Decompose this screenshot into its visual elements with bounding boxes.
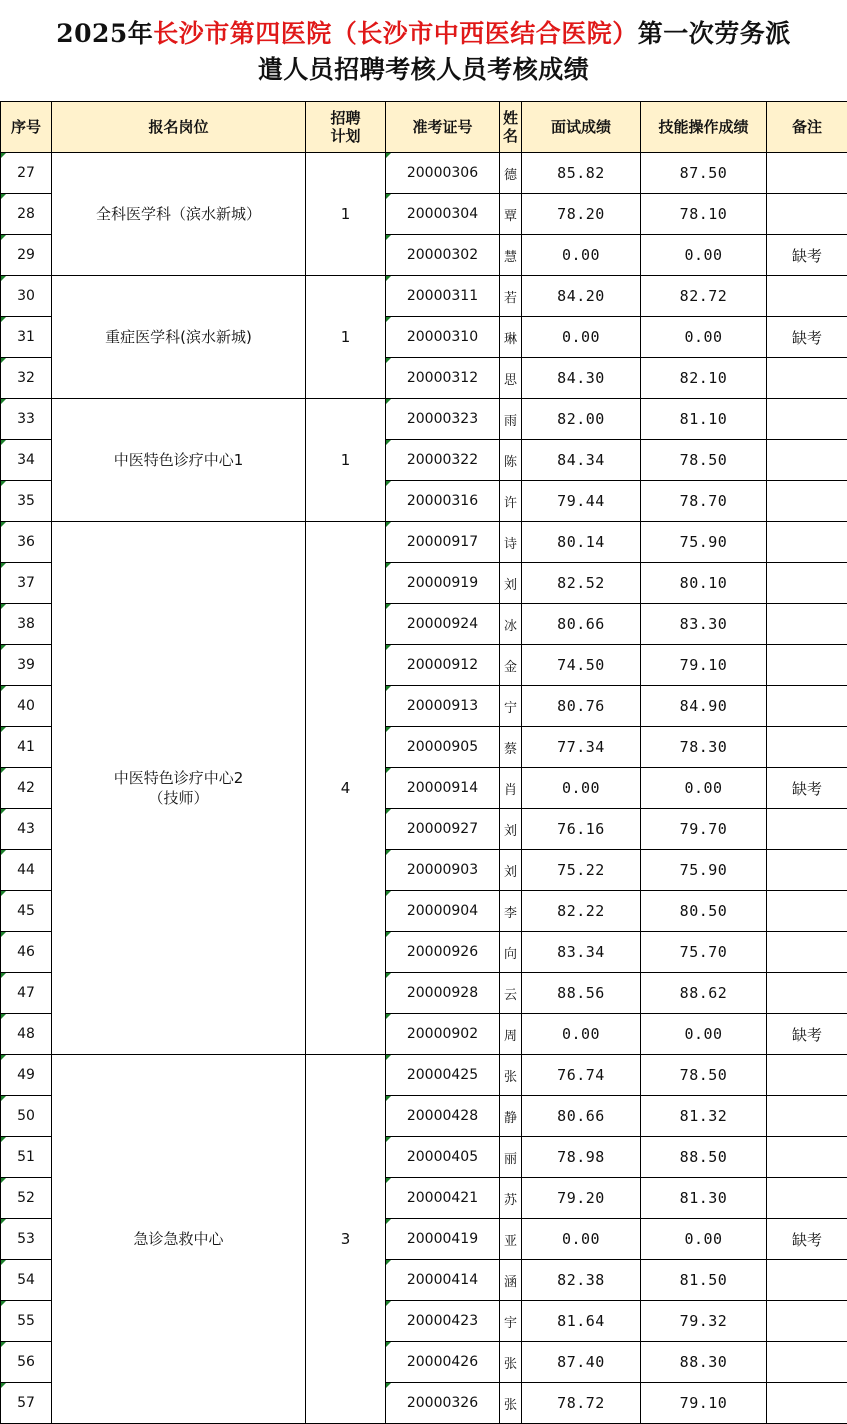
cell-interview: 78.98 xyxy=(522,1137,641,1178)
table-row xyxy=(1,153,847,194)
cell-ticket: 20000421 xyxy=(386,1178,500,1219)
cell-plan: 4 xyxy=(306,522,386,1055)
cell-seq: 52 xyxy=(1,1178,52,1219)
cell-interview: 0.00 xyxy=(522,1014,641,1055)
cell-interview: 83.34 xyxy=(522,932,641,973)
cell-name: 丽 xyxy=(500,1137,522,1178)
cell-ticket: 20000423 xyxy=(386,1301,500,1342)
cell-name: 慧 xyxy=(500,235,522,276)
title-year: 2025年 xyxy=(56,19,154,48)
cell-seq: 37 xyxy=(1,563,52,604)
cell-remark xyxy=(767,604,847,645)
cell-remark xyxy=(767,1342,847,1383)
plan-header-line1: 招聘 xyxy=(330,109,361,127)
cell-plan: 1 xyxy=(306,399,386,522)
cell-seq: 54 xyxy=(1,1260,52,1301)
cell-skill: 75.70 xyxy=(641,932,767,973)
cell-remark xyxy=(767,891,847,932)
cell-name: 刘 xyxy=(500,850,522,891)
cell-skill: 82.10 xyxy=(641,358,767,399)
cell-ticket: 20000302 xyxy=(386,235,500,276)
cell-ticket: 20000428 xyxy=(386,1096,500,1137)
cell-interview: 82.52 xyxy=(522,563,641,604)
cell-name: 肖 xyxy=(500,768,522,809)
cell-plan: 1 xyxy=(306,276,386,399)
cell-interview: 82.38 xyxy=(522,1260,641,1301)
cell-post xyxy=(52,522,306,1055)
cell-ticket: 20000414 xyxy=(386,1260,500,1301)
cell-ticket: 20000326 xyxy=(386,1383,500,1424)
cell-remark xyxy=(767,399,847,440)
cell-remark xyxy=(767,153,847,194)
cell-skill: 78.50 xyxy=(641,1055,767,1096)
cell-seq: 47 xyxy=(1,973,52,1014)
cell-ticket: 20000914 xyxy=(386,768,500,809)
cell-name: 张 xyxy=(500,1383,522,1424)
cell-seq: 53 xyxy=(1,1219,52,1260)
cell-name: 雨 xyxy=(500,399,522,440)
cell-name: 向 xyxy=(500,932,522,973)
table-row xyxy=(1,522,847,563)
cell-seq: 45 xyxy=(1,891,52,932)
col-header-seq: 序号 xyxy=(1,102,52,153)
cell-remark xyxy=(767,932,847,973)
cell-seq: 31 xyxy=(1,317,52,358)
col-header-post: 报名岗位 xyxy=(52,102,306,153)
cell-skill: 79.10 xyxy=(641,645,767,686)
cell-name: 琳 xyxy=(500,317,522,358)
cell-interview: 85.82 xyxy=(522,153,641,194)
cell-skill: 81.10 xyxy=(641,399,767,440)
cell-ticket: 20000905 xyxy=(386,727,500,768)
cell-remark xyxy=(767,1137,847,1178)
cell-remark: 缺考 xyxy=(767,235,847,276)
post-label-line: 重症医学科(滨水新城) xyxy=(105,328,252,346)
cell-ticket: 20000425 xyxy=(386,1055,500,1096)
cell-remark: 缺考 xyxy=(767,1219,847,1260)
col-header-name xyxy=(500,102,522,153)
cell-ticket: 20000919 xyxy=(386,563,500,604)
cell-interview: 0.00 xyxy=(522,1219,641,1260)
cell-seq: 29 xyxy=(1,235,52,276)
cell-remark xyxy=(767,1055,847,1096)
col-header-remark: 备注 xyxy=(767,102,847,153)
cell-remark xyxy=(767,563,847,604)
cell-name: 宇 xyxy=(500,1301,522,1342)
cell-remark xyxy=(767,481,847,522)
cell-skill: 88.30 xyxy=(641,1342,767,1383)
cell-remark xyxy=(767,1178,847,1219)
cell-ticket: 20000927 xyxy=(386,809,500,850)
cell-remark xyxy=(767,276,847,317)
cell-name: 亚 xyxy=(500,1219,522,1260)
cell-ticket: 20000913 xyxy=(386,686,500,727)
name-header-line2: 名 xyxy=(502,127,518,145)
cell-interview: 80.66 xyxy=(522,604,641,645)
cell-ticket: 20000903 xyxy=(386,850,500,891)
cell-interview: 0.00 xyxy=(522,768,641,809)
cell-skill: 0.00 xyxy=(641,1219,767,1260)
cell-post xyxy=(52,399,306,522)
cell-name: 宁 xyxy=(500,686,522,727)
cell-skill: 78.10 xyxy=(641,194,767,235)
col-header-interview: 面试成绩 xyxy=(522,102,641,153)
cell-post xyxy=(52,276,306,399)
cell-interview: 84.30 xyxy=(522,358,641,399)
cell-seq: 48 xyxy=(1,1014,52,1055)
table-row xyxy=(1,1055,847,1096)
cell-name: 覃 xyxy=(500,194,522,235)
cell-skill: 81.50 xyxy=(641,1260,767,1301)
cell-name: 陈 xyxy=(500,440,522,481)
cell-seq: 44 xyxy=(1,850,52,891)
cell-plan: 3 xyxy=(306,1055,386,1424)
cell-remark xyxy=(767,1383,847,1424)
cell-post xyxy=(52,153,306,276)
cell-skill: 79.70 xyxy=(641,809,767,850)
title-line-1 xyxy=(0,16,847,52)
cell-remark: 缺考 xyxy=(767,768,847,809)
scores-table xyxy=(0,101,847,1424)
cell-ticket: 20000904 xyxy=(386,891,500,932)
cell-interview: 75.22 xyxy=(522,850,641,891)
cell-seq: 32 xyxy=(1,358,52,399)
cell-remark xyxy=(767,1096,847,1137)
cell-interview: 88.56 xyxy=(522,973,641,1014)
col-header-ticket: 准考证号 xyxy=(386,102,500,153)
cell-ticket: 20000310 xyxy=(386,317,500,358)
cell-name: 蔡 xyxy=(500,727,522,768)
cell-remark xyxy=(767,358,847,399)
cell-skill: 81.32 xyxy=(641,1096,767,1137)
cell-remark xyxy=(767,645,847,686)
cell-seq: 40 xyxy=(1,686,52,727)
cell-seq: 36 xyxy=(1,522,52,563)
cell-skill: 82.72 xyxy=(641,276,767,317)
cell-remark xyxy=(767,522,847,563)
table-body xyxy=(1,153,847,1424)
cell-remark xyxy=(767,809,847,850)
cell-seq: 39 xyxy=(1,645,52,686)
cell-skill: 0.00 xyxy=(641,768,767,809)
title-rest: 第一次劳务派 xyxy=(637,19,791,48)
plan-header-line2: 计划 xyxy=(330,127,361,145)
cell-skill: 0.00 xyxy=(641,1014,767,1055)
cell-remark xyxy=(767,1301,847,1342)
cell-seq: 34 xyxy=(1,440,52,481)
post-label-line: （技师） xyxy=(148,789,209,807)
cell-name: 涵 xyxy=(500,1260,522,1301)
table-row xyxy=(1,276,847,317)
cell-skill: 79.10 xyxy=(641,1383,767,1424)
header-row xyxy=(1,102,847,153)
cell-name: 张 xyxy=(500,1055,522,1096)
cell-skill: 88.50 xyxy=(641,1137,767,1178)
cell-ticket: 20000405 xyxy=(386,1137,500,1178)
cell-seq: 46 xyxy=(1,932,52,973)
cell-ticket: 20000917 xyxy=(386,522,500,563)
cell-seq: 28 xyxy=(1,194,52,235)
post-label-line: 中医特色诊疗中心2 xyxy=(113,769,244,787)
cell-seq: 49 xyxy=(1,1055,52,1096)
cell-skill: 83.30 xyxy=(641,604,767,645)
cell-post xyxy=(52,1055,306,1424)
cell-seq: 27 xyxy=(1,153,52,194)
cell-ticket: 20000902 xyxy=(386,1014,500,1055)
cell-remark xyxy=(767,194,847,235)
cell-seq: 38 xyxy=(1,604,52,645)
cell-interview: 78.72 xyxy=(522,1383,641,1424)
cell-interview: 81.64 xyxy=(522,1301,641,1342)
cell-ticket: 20000323 xyxy=(386,399,500,440)
cell-seq: 55 xyxy=(1,1301,52,1342)
cell-interview: 80.14 xyxy=(522,522,641,563)
title-line-2: 遣人员招聘考核人员考核成绩 xyxy=(257,55,590,84)
cell-skill: 75.90 xyxy=(641,850,767,891)
cell-interview: 76.74 xyxy=(522,1055,641,1096)
cell-name: 周 xyxy=(500,1014,522,1055)
cell-skill: 0.00 xyxy=(641,317,767,358)
cell-remark xyxy=(767,973,847,1014)
cell-interview: 82.00 xyxy=(522,399,641,440)
cell-ticket: 20000306 xyxy=(386,153,500,194)
cell-skill: 80.50 xyxy=(641,891,767,932)
cell-ticket: 20000304 xyxy=(386,194,500,235)
cell-remark: 缺考 xyxy=(767,317,847,358)
cell-seq: 51 xyxy=(1,1137,52,1178)
cell-interview: 79.20 xyxy=(522,1178,641,1219)
cell-skill: 88.62 xyxy=(641,973,767,1014)
cell-interview: 78.20 xyxy=(522,194,641,235)
cell-seq: 35 xyxy=(1,481,52,522)
cell-interview: 76.16 xyxy=(522,809,641,850)
cell-ticket: 20000312 xyxy=(386,358,500,399)
cell-seq: 41 xyxy=(1,727,52,768)
cell-name: 诗 xyxy=(500,522,522,563)
cell-name: 刘 xyxy=(500,809,522,850)
cell-seq: 57 xyxy=(1,1383,52,1424)
cell-skill: 75.90 xyxy=(641,522,767,563)
post-label-line: 中医特色诊疗中心1 xyxy=(113,451,244,469)
cell-skill: 87.50 xyxy=(641,153,767,194)
cell-ticket: 20000426 xyxy=(386,1342,500,1383)
cell-interview: 74.50 xyxy=(522,645,641,686)
cell-name: 思 xyxy=(500,358,522,399)
cell-name: 刘 xyxy=(500,563,522,604)
cell-interview: 84.34 xyxy=(522,440,641,481)
cell-interview: 0.00 xyxy=(522,317,641,358)
cell-ticket: 20000928 xyxy=(386,973,500,1014)
cell-ticket: 20000912 xyxy=(386,645,500,686)
cell-remark: 缺考 xyxy=(767,1014,847,1055)
cell-skill: 0.00 xyxy=(641,235,767,276)
cell-name: 苏 xyxy=(500,1178,522,1219)
cell-skill: 79.32 xyxy=(641,1301,767,1342)
cell-skill: 78.30 xyxy=(641,727,767,768)
cell-skill: 81.30 xyxy=(641,1178,767,1219)
post-label-line: 急诊急救中心 xyxy=(133,1230,224,1248)
name-header-line1: 姓 xyxy=(502,109,518,127)
cell-seq: 56 xyxy=(1,1342,52,1383)
col-header-plan xyxy=(306,102,386,153)
cell-remark xyxy=(767,850,847,891)
cell-interview: 84.20 xyxy=(522,276,641,317)
cell-interview: 80.76 xyxy=(522,686,641,727)
post-label-line: 全科医学科（滨水新城） xyxy=(95,205,261,223)
cell-skill: 84.90 xyxy=(641,686,767,727)
cell-ticket: 20000311 xyxy=(386,276,500,317)
cell-remark xyxy=(767,1260,847,1301)
cell-ticket: 20000419 xyxy=(386,1219,500,1260)
cell-name: 许 xyxy=(500,481,522,522)
cell-ticket: 20000924 xyxy=(386,604,500,645)
table-row xyxy=(1,399,847,440)
cell-name: 若 xyxy=(500,276,522,317)
cell-remark xyxy=(767,727,847,768)
cell-skill: 80.10 xyxy=(641,563,767,604)
cell-interview: 77.34 xyxy=(522,727,641,768)
cell-interview: 87.40 xyxy=(522,1342,641,1383)
title-hospital: 长沙市第四医院（长沙市中西医结合医院） xyxy=(153,19,638,48)
cell-name: 云 xyxy=(500,973,522,1014)
cell-seq: 43 xyxy=(1,809,52,850)
cell-name: 金 xyxy=(500,645,522,686)
cell-name: 德 xyxy=(500,153,522,194)
cell-ticket: 20000322 xyxy=(386,440,500,481)
cell-name: 张 xyxy=(500,1342,522,1383)
cell-seq: 50 xyxy=(1,1096,52,1137)
cell-interview: 0.00 xyxy=(522,235,641,276)
cell-skill: 78.50 xyxy=(641,440,767,481)
cell-name: 静 xyxy=(500,1096,522,1137)
cell-interview: 82.22 xyxy=(522,891,641,932)
col-header-skill: 技能操作成绩 xyxy=(641,102,767,153)
cell-name: 冰 xyxy=(500,604,522,645)
cell-skill: 78.70 xyxy=(641,481,767,522)
cell-plan: 1 xyxy=(306,153,386,276)
cell-interview: 79.44 xyxy=(522,481,641,522)
cell-name: 李 xyxy=(500,891,522,932)
cell-seq: 42 xyxy=(1,768,52,809)
cell-seq: 33 xyxy=(1,399,52,440)
cell-ticket: 20000316 xyxy=(386,481,500,522)
cell-remark xyxy=(767,440,847,481)
cell-ticket: 20000926 xyxy=(386,932,500,973)
cell-seq: 30 xyxy=(1,276,52,317)
cell-interview: 80.66 xyxy=(522,1096,641,1137)
cell-remark xyxy=(767,686,847,727)
page-title xyxy=(0,0,847,101)
